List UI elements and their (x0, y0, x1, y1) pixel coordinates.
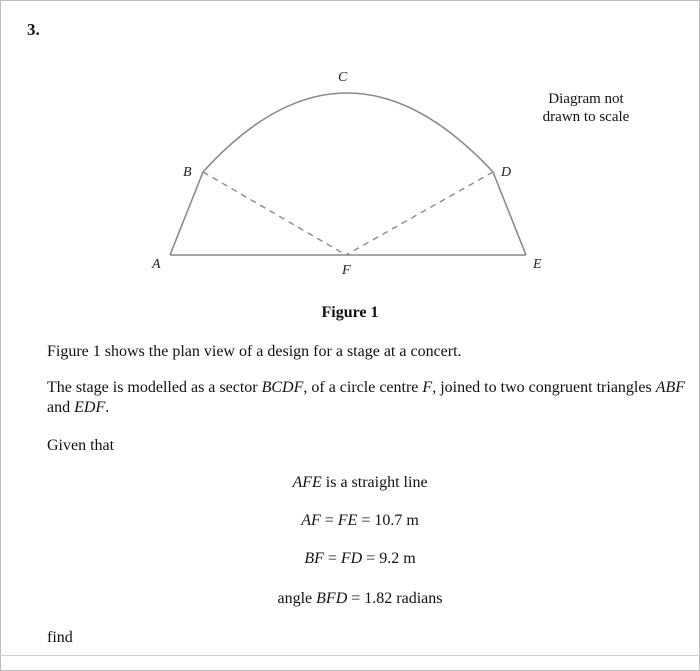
c1-var: AFE (292, 474, 322, 491)
c3-var-bf: BF (304, 550, 324, 567)
c4-value: = 1.82 radians (347, 590, 443, 607)
p2-text-g: and (47, 399, 75, 416)
c2-eq: = (320, 512, 338, 529)
label-A: A (152, 257, 161, 272)
note-line-2: drawn to scale (542, 109, 630, 125)
paragraph-plan-view: Figure 1 shows the plan view of a design for a stage at a concert. (47, 343, 462, 360)
c2-var-af: AF (301, 512, 321, 529)
p2-text-e: , joined to two congruent triangles (432, 379, 656, 396)
c4-var-bfd: BFD (316, 590, 348, 607)
p2-var-f: F (422, 379, 433, 396)
p2-var-abf: ABF (655, 379, 686, 396)
condition-af-fe (0, 512, 700, 530)
paragraph-given: Given that (47, 437, 115, 454)
label-E: E (533, 257, 542, 272)
c3-eq: = (323, 550, 341, 567)
condition-angle-bfd (0, 590, 700, 608)
note-line-1: Diagram not (548, 91, 624, 107)
radius-DF (346, 172, 493, 255)
question-number: 3. (27, 20, 40, 39)
label-D: D (501, 165, 512, 180)
c2-var-fe: FE (337, 512, 358, 529)
p2-text-i: . (105, 399, 110, 416)
radius-BF (203, 172, 346, 255)
label-F: F (342, 263, 351, 278)
label-B: B (183, 165, 192, 180)
condition-straight-line (0, 474, 700, 492)
p2-var-bcdf: BCDF (261, 379, 304, 396)
c2-value: = 10.7 m (357, 512, 419, 529)
c4-text: angle (277, 590, 317, 607)
segment-AB (170, 172, 203, 255)
diagram-note (530, 90, 642, 126)
arc-BCD (203, 93, 493, 172)
c3-var-fd: FD (340, 550, 363, 567)
c1-text: is a straight line (321, 474, 428, 491)
condition-bf-fd (0, 550, 700, 568)
bottom-divider (0, 655, 700, 656)
paragraph-model (47, 378, 695, 418)
segment-DE (493, 172, 526, 255)
p2-text-a: The stage is modelled as a sector (47, 379, 262, 396)
figure-1-diagram (0, 0, 700, 300)
c3-value: = 9.2 m (362, 550, 416, 567)
label-C: C (338, 70, 348, 85)
p2-text-c: , of a circle centre (303, 379, 423, 396)
p2-var-edf: EDF (74, 399, 106, 416)
figure-caption: Figure 1 (321, 304, 379, 321)
find-text: find (47, 629, 73, 646)
